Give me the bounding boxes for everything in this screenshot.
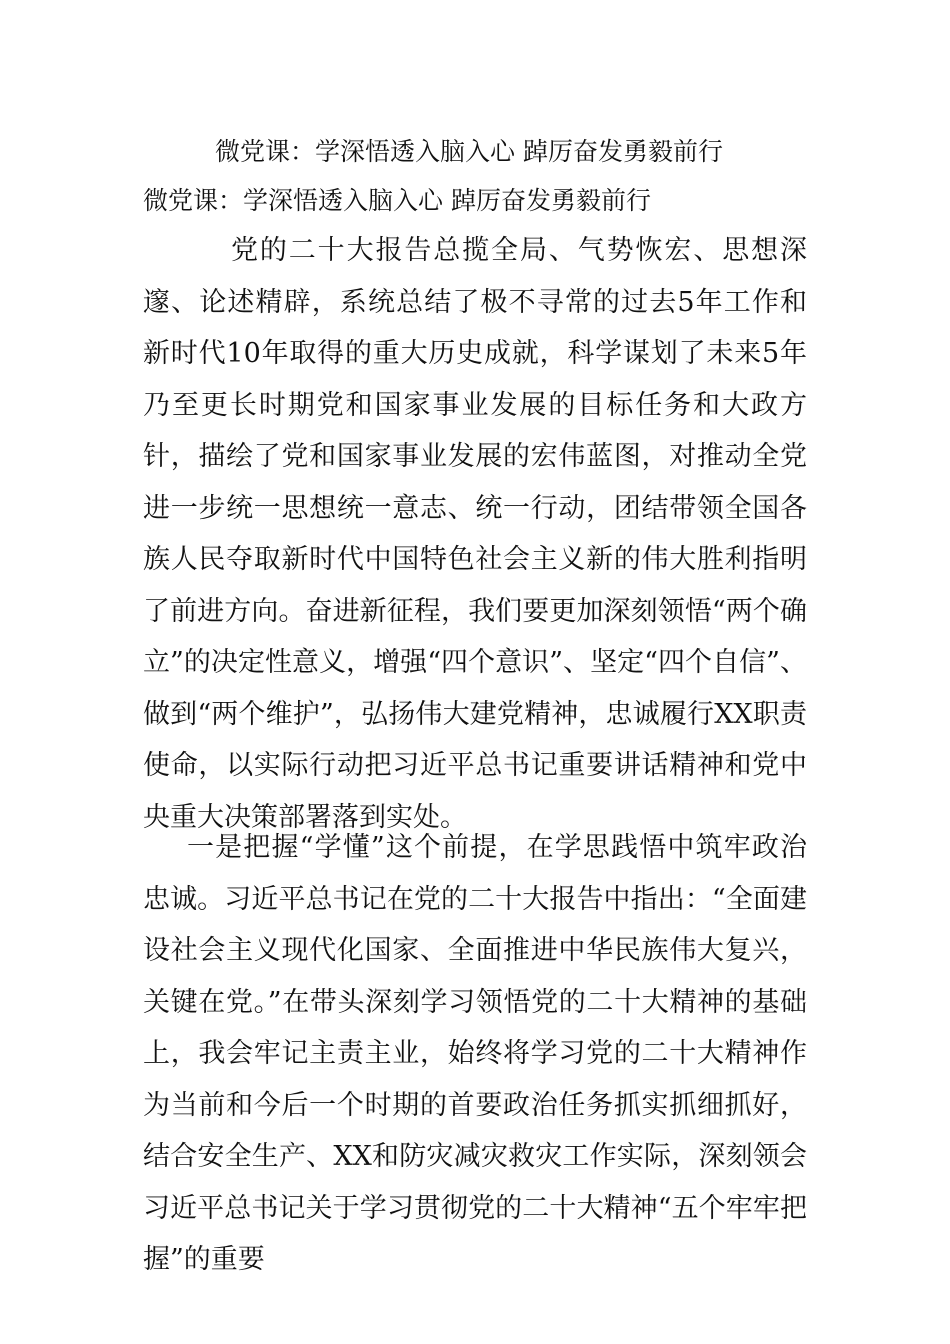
document-title-repeated: 微党课：学深悟透入脑入心 踔厉奋发勇毅前行	[143, 186, 651, 215]
document-title: 微党课：学深悟透入脑入心 踔厉奋发勇毅前行	[215, 137, 723, 166]
paragraph-intro: 党的二十大报告总揽全局、气势恢宏、思想深邃、论述精辟，系统总结了极不寻常的过去5年工作和新时代10年取得的重大历史成就，科学谋划了未来5年乃至更长时期党和国家事业发展的目标任务和大政方针，描绘了党和国家事业发展的宏伟蓝图，对推动全党进一步统一思想统一意志、统一行动，团结带领全国各族人民夺取新时代中国特色社会主义新的伟大胜利指明了前进方向。奋进新征程，我们要更加深刻领悟“两个确立”的决定性意义，增强“四个意识”、坚定“四个自信”、做到“两个维护”，弘扬伟大建党精神，忠诚履行XX职责使命，以实际行动把习近平总书记重要讲话精神和党中央重大决策部署落到实处。	[143, 235, 807, 833]
paragraph-point-one: 一是把握“学懂”这个前提，在学思践悟中筑牢政治忠诚。习近平总书记在党的二十大报告中指出：“全面建设社会主义现代化国家、全面推进中华民族伟大复兴，关键在党。”在带头深刻学习领悟党的二十大精神的基础上，我会牢记主责主业，始终将学习党的二十大精神作为当前和今后一个时期的首要政治任务抓实抓细抓好，结合安全生产、XX和防灾减灾救灾工作实际，深刻领会习近平总书记关于学习贯彻党的二十大精神“五个牢牢把握”的重要	[143, 832, 807, 1275]
